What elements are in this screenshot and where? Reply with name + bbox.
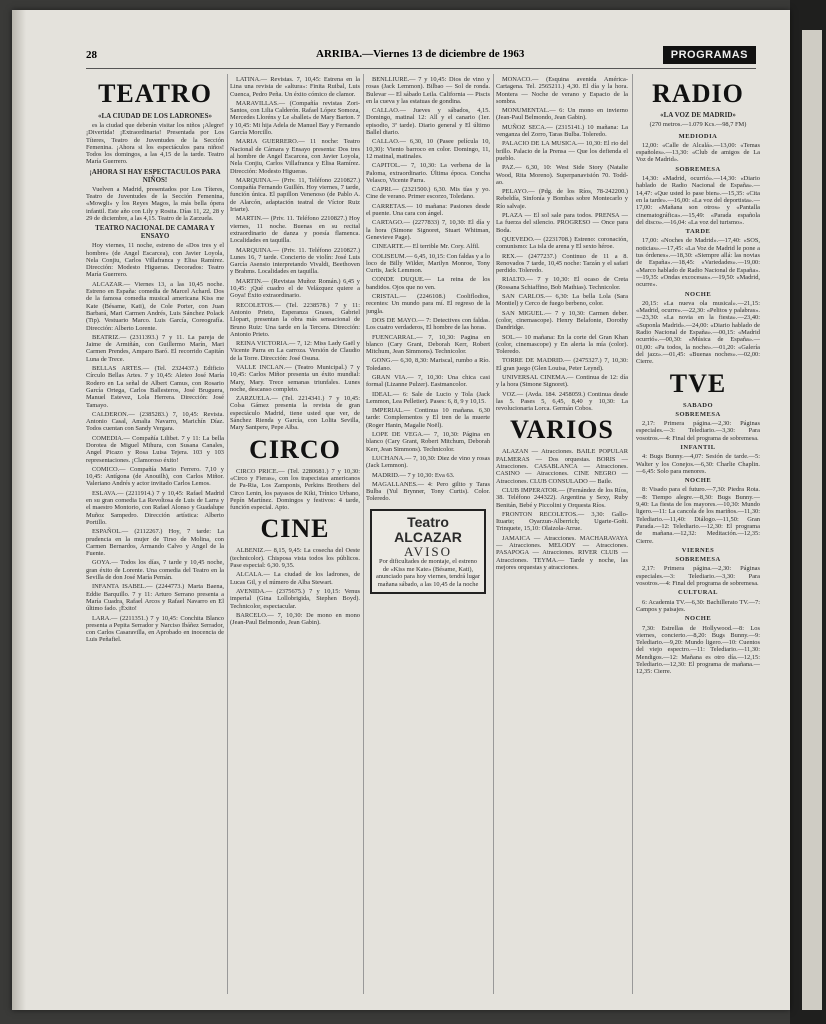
listing: BELLAS ARTES.— (Tel. 2324437.) Edificio Círculo Bellas Artes. 7 y 10,45: Aleteo José María Rodero en La señal de Albert Camus, con Rosario García Ortega, Carlos Ballesteros, José Bruguera, Manuel Estevez, Lola Herrera. Dirección: José Tamayo.: [86, 365, 224, 409]
teatro-heading: TEATRO: [98, 79, 212, 108]
listing: BARCELO.— 7, 10,30: De mono en mono (Jean-Paul Belmondo, Jean Gabin).: [230, 611, 360, 627]
listing: Hoy viernes, 11 noche, estreno de «Dos tres y el hombre» (de Angel Escarcea), con Javier Loyola, Nela Conjiu, Carlos Villafranca y Elisa Ramírez. Dirección: Modesto Higueras. Decorados: Teatro María Guerrero.: [86, 242, 224, 279]
listing: ESLAVA.— (2211914.) 7 y 10,45: Rafael Madrid en su gran comedia La Revoltosa de Luis de Larra y el maestro Montorio, con Rafael Alonso y Guadalupe Muñoz Sampedro. Dirección artística: Alberto Portillo.: [86, 489, 224, 526]
listing: ZARZUELA.— (Tel. 2214341.) 7 y 10,45: Colsa Gámez presenta la revista de gran espectáculo Madrid, tiene usted que ver, de Sánchez Rienda y García, con Lolita Sevilla, Mary Santpere, Pepe Alba.: [230, 395, 360, 432]
listing: LOPE DE VEGA.— 7, 10,30: Página en blanco (Cary Grant, Robert Mitchum, Deborah Kerr, Jean Simmons). Technicolor.: [366, 431, 490, 453]
circo-heading: CIRCO: [249, 434, 341, 464]
listing: MARAVILLAS.— (Compañía revistas Zori-Santos, con Lilia Calderón. Rafael López Somoza, Mercedes Lloréns y Le «ballet» de Mary Barton. 7 y 10,45: Mi hija Adela de Manuel Bay y Fernando García Morcillo.: [230, 99, 360, 137]
listing: IMPERIAL.— Continua 10 mañana. 6,30 tarde: Complementos y El tren de la muerte (Roger Hanin, Magalie Noël).: [366, 407, 490, 429]
listing: PLAZA — El sol sale para todos. PRENSA — La fuerza del silencio. PROGRESO — Once para Boda.: [496, 212, 628, 234]
listing: BEATRIZ.— (2311393.) 7 y 11. La pareja de Jaime de Armiñán, con Guillermo Marín, Mari Carmen Prendes, Amparo Baró. El recorrido Capitán Luna de Trece.: [86, 333, 224, 363]
listing: 12,00: «Calle de Alcalá».—13,00: «Temas españoles».—13,30: «Club de amigos de La Voz de Madrid».: [636, 141, 760, 164]
page-gutter-shadow: [12, 10, 26, 1010]
column-rule: [632, 74, 633, 994]
header-rule: [86, 68, 756, 69]
listing: TORRE DE MADRID.— (2475327.) 7, 10,30: El gran juego (Glen Louisa, Peter Leynd).: [496, 357, 628, 372]
time-slot-label: SOBREMESA: [675, 410, 721, 418]
listing: 8: Visado para el futuro.—7,30: Piedra Rota.—8: Tiempo alegre.—8,30: Bugs Bunny.—9,40: La fiesta de los mayores.—10,30: Mundo ligero.—11: La cancola de los mariños.—11,30: Telediario.—11,40: Diálogo.—11,50: Gran Parada.—12: Telediario.—12,30: El programa de mañana.—12,32: Meditación.—12,35: Cierre.: [636, 486, 760, 545]
teatro-subhead: TEATRO NACIONAL DE CAMARA Y ENSAYO: [95, 224, 215, 241]
radio-frequency: (270 metros.—1.079 Kcs.—98,7 FM): [649, 121, 747, 129]
radio-heading: RADIO: [652, 79, 744, 108]
listing: REX.— (2477237.) Continuo de 11 a 8. Renovados 7 tarde, 10,45 noche: Tarzán y el safari perdido. Toleredo.: [496, 252, 628, 275]
listing: MADRID.— 7 y 10,30: Eva 63.: [372, 471, 455, 479]
time-slot-label: NOCHE: [684, 615, 712, 623]
listing: FRONTON RECOLETOS.— 3,30: Gallo-Ituarte; Oyarzun-Alberrich; Ugarte-Goñi. Trinquete, 15,10: Olaizola-Arrue.: [496, 510, 628, 533]
time-slot-label: SOBREMESA: [675, 556, 721, 564]
listing: LATINA.— Revistas. 7, 10,45: Estrena en la Lina una revista de «altura»: Finita Ruibal, Luis Cuenca, Pedro Peña. Un éxito cómico de clamor.: [230, 76, 360, 98]
listing: CALLAO.— 6,30, 10 (Pasee película 10, 10,30): Viento barroco en color. Domingo, 11, 12 matinal, matinales.: [366, 138, 490, 160]
listing: LARA.— (2211351.) 7 y 10,45: Conchita Blanco presenta a Pepita Serrador y Narciso Ibáñez Serrador, con Carlos Casaravilla, en Aprobado en inocencia de Luis Peñafiel.: [86, 614, 224, 644]
listing: SOL.— 10 mañana: En la corte del Gran Khan (color, cinemascope) y En alerta la mía (color). Toleredo.: [496, 333, 628, 356]
listing: CIRCO PRICE.— (Tel. 2280681.) 7 y 10,30: «Circo y Fieras», con los trapecistas americanos de Pa-Ria, Los Zamponis, Perkins Brothers del Circo Lenin, los payasos de Kiki, Trínico Urbano, Pepín Martínez. Domingos y festivos: 4 tarde, función especial. Apto.: [230, 467, 360, 512]
listing: SAN CARLOS.— 6,30: La bella Lola (Sara Montiel) y Cerco de fuego berbeno, color.: [496, 293, 628, 308]
listing: IDEAL.— 6: Sale de Lucio y Tola (Jack Lemmon, Lea Pelletier). Pases: 6, 8, 9 y 10,15.: [366, 390, 490, 405]
radio-station: «LA VOZ DE MADRID»: [660, 111, 736, 119]
aviso-body: Por dificultades de montaje, el estreno de «Kiss me Kate» (Bésame, Kati), anunciado para hoy viernes, tendrá lugar mañana sábado, a las 10,45 de la noche: [376, 558, 480, 588]
time-slot-label: CULTURAL: [678, 589, 718, 597]
listing: MONACO.— (Esquina avenida América-Cartagena. Tel. 2565211.) 4,30. El día y la hora. Montera — Noche de verano y Espacio de la sombra.: [496, 76, 628, 105]
tve-day: VIERNES: [681, 546, 715, 554]
listing: CAPRI.— (2321500.) 6,30. Mis tías y yo. Cine de verano. Primer escorzo, Toledano.: [366, 186, 490, 201]
listing: DOS DE MAYO.— 7: Detectives con faldas. Los cuatro verdaderos, El hombre de las horas.: [366, 316, 490, 332]
column-rule: [493, 74, 494, 994]
listing: CARRETAS.— 10 mañana: Pasiones desde el puente. Una cara con ángel.: [366, 202, 490, 218]
listing: MUÑOZ SECA.— (2315141.) 10 mañana: La venganza del Zorro, Taras Bulba. Toleredo.: [496, 123, 628, 139]
theatre-listings-column: [230, 76, 360, 996]
listing: 17,00: «Noches de Madrid».—17,40: «SOS, noticias».—17,45: «La Voz de Madrid le pone a tus órdenes».—18,30: «Siempre allá: las novias de España».—18,45: «Variedades».—19,00: «Marco hablado de Radio Nacional de España».—19,35: «Ondas excocesas».—19,50: «Madrid, ocurre».: [636, 237, 760, 289]
tve-heading: TVE: [669, 368, 727, 398]
listing: BENLLIURE.— 7 y 10,45: Dios de vino y rosas (Jack Lemmon). Bilbao — Sol de ronda. Bulevar — El sábado Leila. California — Piscis en la cueva y las estatuas de gondina.: [366, 76, 490, 105]
adjacent-page-edge: [790, 0, 826, 1024]
listing: MARIA GUERRERO.— 11 noche: Teatro Nacional de Cámara y Ensayo presenta: Dos tres al hombre de Angel Escarcea, con Javier Loyola, Nela Conjiu, Carlos Villafranca y Elisa Ramírez. Dirección: Modesto Higueras.: [230, 138, 360, 175]
listing: CONDE DUQUE.— La reina de los bandidos. Ojos que no ven.: [366, 276, 490, 291]
listing: MARQUINA.— (Priv. 11, Teléfono 2210827.) Compañía Fernando Guillén. Hoy viernes, 7 tarde, función única. El papillon Venenoso (de Pablo A. de Alarcón, adaptación teatral de Víctor Ruiz Iriarte).: [230, 176, 360, 214]
column-rule: [363, 74, 364, 994]
listing: CALDERON.— (2385283.) 7, 10,45: Revista. Antonio Casal, Amalia Navarro, Marichín Díaz. Todos cuentan con Sandy Vergara.: [86, 410, 224, 433]
section-tag: PROGRAMAS: [663, 46, 756, 64]
listing: ALCAZAR.— Viernes 13, a las 10,45 noche. Estreno en España: comedia de Marcel Achard. Dos de la famosa comedia musical americana Kiss me Kate (Bésame, Kati), de Cole Porter, con Juan Barbará, Mari Carmen Andrés, Luis Sánchez Polack (Tip). Vestuario Marco. Luis García, Coreografía. Dirección: Alberto Lorente.: [86, 280, 224, 332]
listing: CARTAGO.— (2277833) 7, 10,30: El día y la hora (Simone Signoret, Stuart Whitman, Genevieve Page).: [366, 219, 490, 241]
tve-day: SABADO: [682, 401, 714, 409]
listing: MARTIN.— (Priv. 11. Teléfono 2210827.) Hoy viernes, 11 noche. Buenas en su recital extraordinario de danza y poesía flamenca. Localidades en taquilla.: [230, 215, 360, 245]
listing: LUCHANA.— 7, 10,30: Diez de vino y rosas (Jack Lemmon).: [366, 454, 490, 470]
listing: VALLE INCLAN.— (Teatro Municipal.) 7 y 10,45: Carlos Miñor presenta un éxito mundial: Mary, Mary. Trece semanas triunfales. Lunes noche, descanso completo.: [230, 363, 360, 393]
listing: CINEARTE.— El terrible Mr. Cory. Alfil.: [372, 243, 480, 251]
listing: COLISEUM.— 6,45, 10,15: Con faldas y a lo loco de Billy Wilder, Marilyn Monroe, Tony Curtis, Jack Lemmon.: [366, 252, 490, 275]
listing: JAMAICA — Atracciones. MACHARAVAYA — Atracciones. MELODY — Atracciones. PASAPOGA — Atracciones. RIVER CLUB — Atracciones. TEYMA.— Tarde y noche, las mejores orquestas y atracciones.: [496, 534, 628, 571]
time-slot-label: MEDIODIA: [678, 132, 718, 140]
listing: ALBENIZ.— 8,15, 9,45: La cosecha del Oeste (technicolor). Chisposa vista todos los públicos. Pase especial: 6,30. 9,35.: [230, 547, 360, 570]
page-header: [86, 46, 756, 68]
varios-heading: VARIOS: [510, 415, 614, 445]
running-head: ARRIBA.—Viernes 13 de diciembre de 1963: [316, 48, 525, 60]
listing: VOZ.— (Avda. 184. 2458059.) Continua desde las 5. Pases 5, 6,45, 8,40 y 10,30: La revolucionaria Lorca. Germán Cobos.: [496, 390, 628, 413]
time-slot-label: NOCHE: [684, 477, 712, 485]
listing: UNIVERSAL CINEMA.— Continua de 12: día y la hora (Simone Signoret).: [496, 373, 628, 389]
aviso-word: AVISO: [403, 543, 453, 559]
listing: MONUMENTAL.— 6: Un mono en invierno (Jean-Paul Belmondo, Jean Gabin).: [496, 107, 628, 122]
listing: RECOLETOS.— (Tel. 2238578.) 7 y 11: Antonio Prieto, Esperanza Grases, Gabriel Llopart, presentan la obra más sensacional de Bruno Ruiz: Una tarde en la Tercera. Dirección: Antonio Prieto.: [230, 301, 360, 338]
teatro-subhead: «LA CIUDAD DE LOS LADRONES»: [98, 112, 212, 120]
listing: PAZ.— 6,30, 10: West Side Story (Natalie Wood, Rita Moreno). Superpanavisión 70. Todd-ao.: [496, 164, 628, 186]
listing: 6: Academia TV.—6,30: Bachillerato TV.—7: Campos y paisajes.: [636, 598, 760, 613]
listing: CRISTAL.— (2246108.) Cooliflodios, recentes: Un mundo para mí. El regreso de la jungla.: [366, 293, 490, 315]
listing: 4: Bugs Bunny.—4,07: Sesión de tarde.—5: Walter y los Conejos.—6,30: Charlie Chaplin.—6,45: Solo para menores.: [636, 453, 760, 475]
listing: CLUB IMPERATOR.— (Fernández de los Ríos, 38. Teléfono 244322). Argentina y Sexy, Ruby Benitán, Bebé y Piccolini y Orquesta Ríos.: [496, 486, 628, 509]
listing: 14,30: «Madrid, ocurrió».—14,30: «Diario hablado de Radio Nacional de España».—14,47: «Que usted lo pase bien».—15,35: «Cita en la tarde».—16,00: «La voz del deportista».—17,00: «Mañana son otros» y «Pantalla cinematográfica».—15,49: «Parada española del disco».—16,04: «La voz del turismo».: [636, 175, 760, 226]
listing: INFANTA ISABEL.— (2244773.) Marta Baena, Eddie Barquillo. 7 y 11: Arturo Serrano presenta a María Cuadra, Rafael Arcos y Rafael Navarro en El último fado. ¡Éxito!: [86, 583, 224, 613]
listing: CAPITOL.— 7, 10,30: La verbena de la Paloma, extraordinario. Última época. Concha Velasco, Vicente Parra.: [366, 162, 490, 184]
listing: PELAYO.— (Pdg. de los Ríos, 78-242200.) Rebeldía, Sinfonía y Bombas sobre Montecarlo y Río salvaje.: [496, 188, 628, 210]
listing: COMEDIA.— Compañía Lilibet. 7 y 11: La bella Dorotea de Miguel Mihura, con Susana Canales, Angel Picazo y Rosa Luisa Tejera. 103 y 103 representaciones. ¡Clamoroso éxito!: [86, 434, 224, 464]
listing: GONG.— 6,30, 8,30: Mariscal, rumbo a Río. Toledano.: [366, 357, 490, 372]
cinema-listings-column: [366, 76, 490, 996]
listing: Vuelven a Madrid, presentados por Los Títeres, Teatro de Juventudes de la Sección Femenina, «Mowgli» y los Reyes Magos, la más bella ópera infantil. Este año con Lily y Rosita. Días 11, 22, 28 y 29 de diciembre, a las 4,15. Teatro de la Zarzuela.: [86, 185, 224, 222]
teatro-subhead: ¡AHORA SI HAY ESPECTACULOS PARA NIÑOS!: [89, 167, 221, 184]
listing: MARTIN.— (Revistas Muñoz Román.) 6,45 y 10,45: ¡Qué cuadro el de Velázquez quiere a Goya! Éxito extraordinario.: [230, 277, 360, 300]
time-slot-label: TARDE: [685, 228, 711, 236]
listing: ALCALA.— La ciudad de los ladrones, de Lucas Gil, y el número de Alba Stewart.: [230, 571, 360, 586]
cine-heading: CINE: [260, 514, 330, 544]
listing: 2,17: Primera página.—2,30: Páginas especiales.—3: Telediario.—3,30: Para vosotros.—4: Final del programa de sobremesa.: [636, 565, 760, 588]
column-rule: [227, 74, 228, 994]
listing: MARQUINA.— (Priv. 11. Teléfono 2210827.) Lunes 16, 7 tarde. Concierto de violín: José Luis García Asensio interpretando Vivaldi, Beethoven y Brahms. Localidades en taquilla.: [230, 246, 360, 276]
listing: CALLAO.— Jueves y sábados, 4,15. Domingo, matinal 12: All y el canario (1er. episodio, 3ª tarde). Diario general y El último Ballel diario.: [366, 107, 490, 137]
listing: FUENCARRAL.— 7, 10,30: Pagina en blanco (Cary Grant, Deborah Kerr, Robert Mitchum, Jean Simmons). Technicolor.: [366, 333, 490, 356]
listing: QUEVEDO.— (2231708.) Estreno: coronación, comunismo: La isla de arena y El sexto héroe.: [496, 235, 628, 251]
listing: COMICO.— Compañía Mario Ferrero. 7,10 y 10,45: Antígona (de Anouilh), con Carlos Miñor. Valeriano Andrés y actor invitado Carlos Lemos.: [86, 465, 224, 488]
listing: SAN MIGUEL.— 7 y 10,30: Carmen deber. (color, cinemascope). Henry Belafonte, Dorothy Dandridge.: [496, 309, 628, 332]
page-number: 28: [86, 49, 97, 61]
listing: ALAZAN — Atracciones. BAILE POPULAR PALMERAS — Dos orquestas. BORIS — Atracciones. CASABLANCA — Atracciones. CASINO — Atracciones. CINE NEGRO — Atracciones. CLUB CONSULADO — Baile.: [496, 448, 628, 485]
listing: 7,30: Estrellas de Hollywood.—8: Los viernes, concierto.—8,20: Bugs Bunny.—9: Telediario.—9,20: Mundo ligero.—10: Cuentos del viejo espectro.—11: Telediario.—11,30: Mendigos.—12: Mañana es otro día.—12,15: Telediario.—12,30: El programa de mañana.—12,35: Cierre.: [636, 624, 760, 676]
listing: 20,15: «La nueva ola musical».—21,15: «Madrid, ocurre».—22,30: «Pelitos y palabras».—23,30: «La novia en la fiesta».—23,40: «Suponla Madrid».—24,00: «Diario hablado de Radio Nacional de España».—00,15: «Madrid ocurrió».—00,30: «Música de España».—01,00: «Pa todos, la noche».—01,20: «Galería del jazz».—01,45: «Buenas noches».—02,00: Cierre.: [636, 299, 760, 366]
listing: GRAN VIA.— 7, 10,30: Una chica casi formal (Lizanne Pulzer). Eastmancolor.: [366, 373, 490, 389]
time-slot-label: INFANTIL: [680, 443, 716, 451]
listing: 2,17: Primera página.—2,30: Páginas especiales.—3: Telediario.—3,30: Para vosotros.—4: Final del programa de sobremesa.: [636, 420, 760, 442]
cinema-varios-column: [496, 76, 628, 996]
listing: REINA VICTORIA.— 7, 12: Miss Lady Gaël y Vicente Parra en La carroza. Versión de Claudio de la Torre. Dirección: José Osuna.: [230, 340, 360, 362]
teatro-alcazar-notice: [370, 509, 486, 594]
listing: MAGALLANES.— 4: Pero gilito y Taras Bulba (Yul Brynner, Tony Curtis). Color. Toleredo.: [366, 480, 490, 503]
listing: GOYA.— Todos los días, 7 tarde y 10,45 noche, gran éxito de Lorente. Una comedia del Teatro en la Sevilla de don José María Pemán.: [86, 559, 224, 582]
listing: RIALTO.— 7 y 10,30: El ocaso de Creta (Rossana Schiaffino, Bob Mathias). Technicolor.: [496, 276, 628, 291]
listing: PALACIO DE LA MUSICA.— 10,30: El rio del brillo. Palacio de la Prensa — Que los defienda el pueblo.: [496, 140, 628, 162]
teatro-column: [86, 76, 224, 996]
adjacent-page: [802, 30, 822, 1010]
time-slot-label: SOBREMESA: [675, 165, 721, 173]
time-slot-label: NOCHE: [684, 290, 712, 298]
aviso-title: Teatro ALCAZAR: [394, 513, 462, 545]
listing: es la ciudad que deberán visitar los niños ¡Alegre! ¡Divertida! ¡Extraordinaria! Presentada por Los Títeres, Teatro de Juventudes de la Sección Femenina. ¡Ahora si los espectáculos para niños! Todos los domingos, a las 4,15 de la tarde. Teatro María Guerrero.: [86, 122, 224, 166]
listing: ESPAÑOL.— (2112267.) Hoy, 7 tarde: La prudencia en la mujer de Tirso de Molina, con Carmen Bernardos, Armando Calvo y Angel de la Fuente.: [86, 528, 224, 558]
radio-tve-column: [636, 76, 760, 996]
listing: AVENIDA.— (2375675.) 7 y 10,15: Venus imperial (Gina Lollobrigida, Stephen Boyd). Technicolor, espectacular.: [230, 587, 360, 610]
